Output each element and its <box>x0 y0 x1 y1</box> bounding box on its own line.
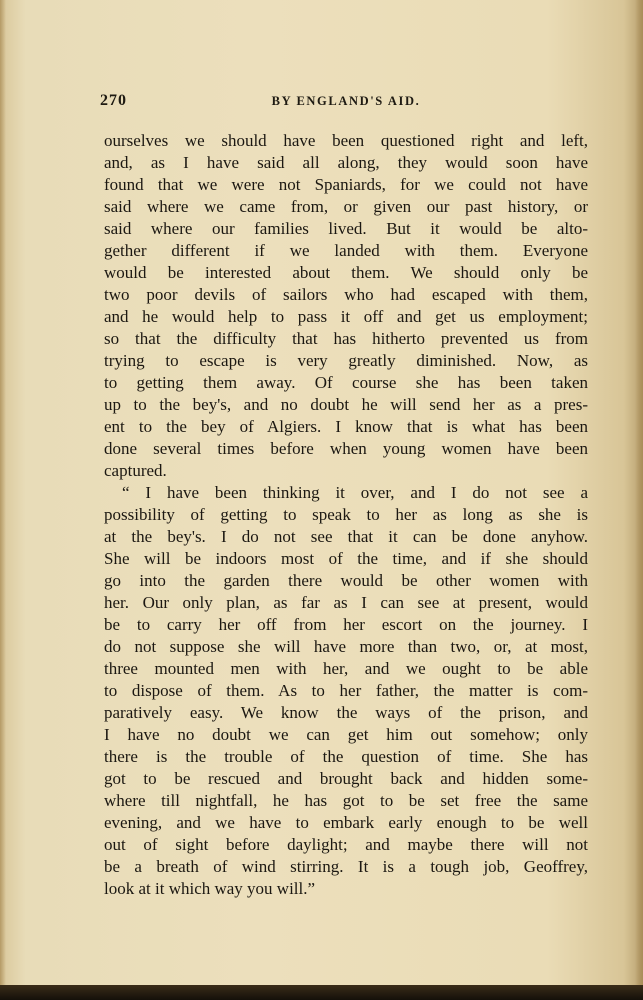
text-line: would be interested about them. We should only be <box>104 263 588 282</box>
text-line: She will be indoors most of the time, and if she should <box>104 549 588 568</box>
page-bottom-edge <box>0 985 643 1000</box>
text-line: evening, and we have to embark early enough to be well <box>104 813 588 832</box>
text-line: to dispose of them. As to her father, the matter is com- <box>104 681 588 700</box>
text-line: paratively easy. We know the ways of the prison, and <box>104 703 588 722</box>
text-line: be to carry her off from her escort on the journey. I <box>104 615 588 634</box>
text-line: gether different if we landed with them. Everyone <box>104 241 588 260</box>
text-line: trying to escape is very greatly diminished. Now, as <box>104 351 588 370</box>
text-line: go into the garden there would be other women with <box>104 571 588 590</box>
text-line: look at it which way you will.” <box>104 879 316 898</box>
text-line: to getting them away. Of course she has been taken <box>104 373 588 392</box>
text-line: done several times before when young women have been <box>104 439 588 458</box>
text-line: I have no doubt we can get him out somehow; only <box>104 725 588 744</box>
body-text <box>104 130 588 900</box>
text-line: got to be rescued and brought back and hidden some- <box>104 769 588 788</box>
text-line: up to the bey's, and no doubt he will send her as a pres- <box>104 395 588 414</box>
text-line: be a breath of wind stirring. It is a tough job, Geoffrey, <box>104 857 588 876</box>
page-number: 270 <box>100 92 127 109</box>
page-header <box>100 92 592 114</box>
text-line: said where our families lived. But it would be alto- <box>104 219 588 238</box>
text-line: possibility of getting to speak to her as long as she is <box>104 505 588 524</box>
text-line: and he would help to pass it off and get us employment; <box>104 307 588 326</box>
text-line: ent to the bey of Algiers. I know that is what has been <box>104 417 588 436</box>
text-line: “ I have been thinking it over, and I do not see a <box>122 483 588 502</box>
page-gutter-shadow <box>0 0 6 985</box>
text-line: where till nightfall, he has got to be set free the same <box>104 791 588 810</box>
text-line: two poor devils of sailors who had escaped with them, <box>104 285 588 304</box>
text-line: so that the difficulty that has hitherto prevented us from <box>104 329 588 348</box>
text-line: her. Our only plan, as far as I can see at present, would <box>104 593 588 612</box>
text-line: ourselves we should have been questioned right and left, <box>104 131 588 150</box>
text-line: out of sight before daylight; and maybe there will not <box>104 835 588 854</box>
text-line: do not suppose she will have more than two, or, at most, <box>104 637 588 656</box>
running-head: BY ENGLAND'S AID. <box>271 94 421 108</box>
text-line: at the bey's. I do not see that it can be done anyhow. <box>104 527 588 546</box>
text-line: said where we came from, or given our past history, or <box>104 197 588 216</box>
text-line: three mounted men with her, and we ought to be able <box>104 659 588 678</box>
text-line: captured. <box>104 461 167 480</box>
text-line: and, as I have said all along, they would soon have <box>104 153 588 172</box>
page-edge-shadow <box>635 0 643 985</box>
text-line: found that we were not Spaniards, for we could not have <box>104 175 588 194</box>
text-line: there is the trouble of the question of time. She has <box>104 747 588 766</box>
